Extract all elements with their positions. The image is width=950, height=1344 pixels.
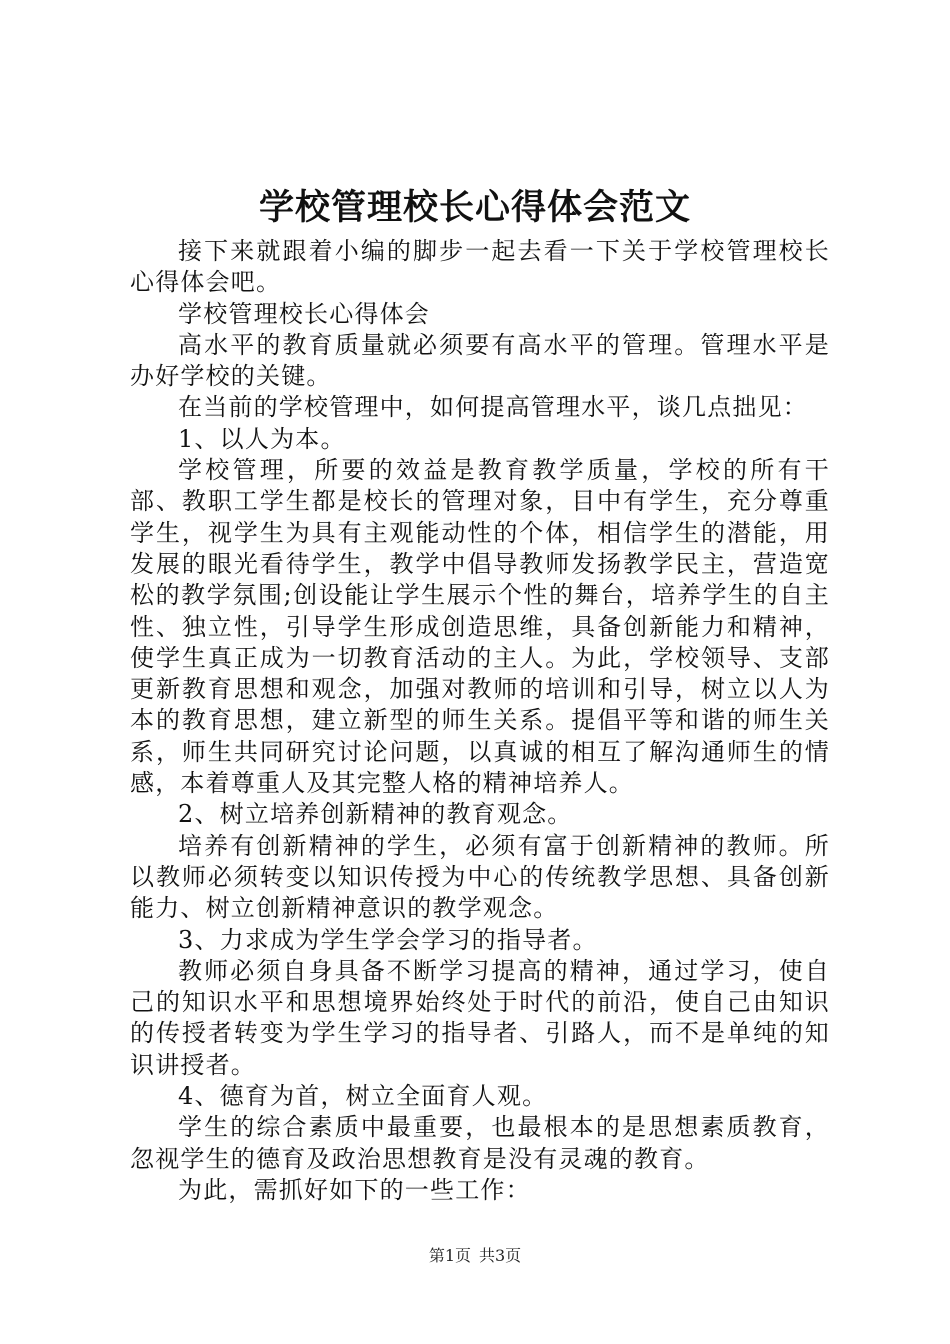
paragraph: 为此，需抓好如下的一些工作： [178,1175,531,1204]
section-heading-2: 2、树立培养创新精神的教育观念。 [178,800,573,829]
paragraph: 培养有创新精神的学生，必须有富于创新精神的教师。所以教师必须转变以知识传授为中心的传统教学思想、具备创新能力、树立创新精神意识的教学观念。 [130,831,830,923]
paragraph-subtitle: 学校管理校长心得体会 [178,299,430,328]
paragraph: 学生的综合素质中最重要，也最根本的是思想素质教育，忽视学生的德育及政治思想教育是没有灵魂的教育。 [130,1113,830,1173]
page-number: 第1页 [428,1246,471,1265]
document-body [130,236,830,1206]
section-heading-3: 3、力求成为学生学会学习的指导者。 [178,925,598,954]
paragraph: 学校管理，所要的效益是教育教学质量，学校的所有干部、教职工学生都是校长的管理对象，目中有学生，充分尊重学生，视学生为具有主观能动性的个体，相信学生的潜能，用发展的眼光看待学生，教学中倡导教师发扬教学民主，营造宽松的教学氛围;创设能让学生展示个性的舞台，培养学生的自主性、独立性，引导学生形成创造思维，具备创新能力和精神，使学生真正成为一切教育活动的主人。为此，学校领导、支部更新教育思想和观念，加强对教师的培训和引导，树立以人为本的教育思想，建立新型的师生关系。提倡平等和谐的师生关系，师生共同研究讨论问题，以真诚的相互了解沟通师生的情感，本着尊重人及其完整人格的精神培养人。 [130,456,830,798]
document-title: 学校管理校长心得体会范文 [258,187,691,228]
paragraph: 在当前的学校管理中，如何提高管理水平，谈几点拙见： [178,393,808,422]
page-total: 共3页 [479,1246,522,1265]
paragraph-intro: 接下来就跟着小编的脚步一起去看一下关于学校管理校长心得体会吧。 [130,237,830,297]
paragraph: 教师必须自身具备不断学习提高的精神，通过学习，使自己的知识水平和思想境界始终处于时代的前沿，使自己由知识的传授者转变为学生学习的指导者、引路人，而不是单纯的知识讲授者。 [130,956,830,1079]
paragraph: 高水平的教育质量就必须要有高水平的管理。管理水平是办好学校的关键。 [130,330,830,391]
page-footer [0,1246,950,1266]
section-heading-1: 1、以人为本。 [178,424,346,453]
section-heading-4: 4、德育为首，树立全面育人观。 [178,1082,548,1111]
